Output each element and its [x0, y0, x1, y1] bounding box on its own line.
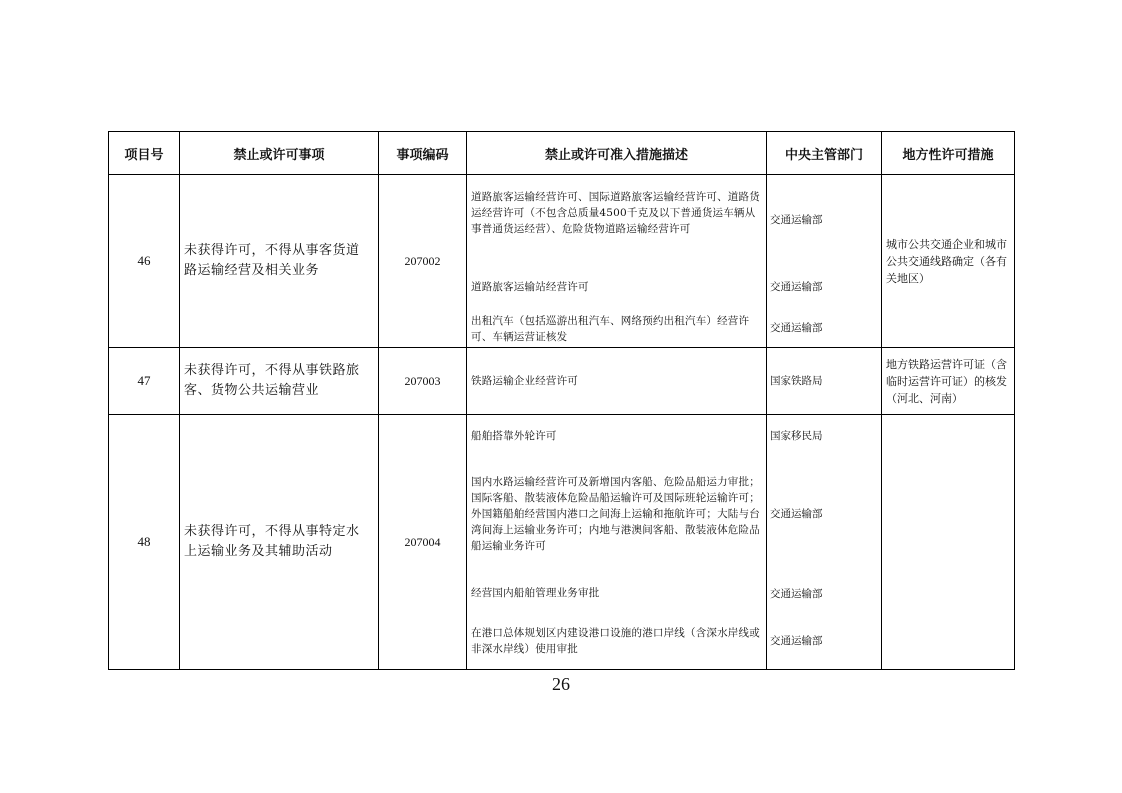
- header-central-department: 中央主管部门: [767, 132, 882, 175]
- row-measures: [467, 348, 767, 415]
- row-measures: [467, 175, 767, 348]
- header-local-measure: 地方性许可措施: [882, 132, 1015, 175]
- row-local-measure: [882, 415, 1015, 670]
- department: 交通运输部: [770, 635, 823, 647]
- department: 交通运输部: [770, 508, 823, 520]
- row-local-measure: 城市公共交通企业和城市公共交通线路确定（各有关地区）: [882, 175, 1015, 348]
- header-project-number: 项目号: [109, 132, 180, 175]
- measure-description: 经营国内船舶管理业务审批: [471, 587, 600, 599]
- table-row: [109, 415, 1015, 670]
- department: 国家移民局: [770, 430, 823, 442]
- department: 交通运输部: [770, 588, 823, 600]
- header-item: 禁止或许可事项: [180, 132, 379, 175]
- row-code: 207004: [379, 415, 467, 670]
- row-item: 未获得许可，不得从事铁路旅客、货物公共运输营业: [180, 348, 379, 415]
- measure-description: 出租汽车（包括巡游出租汽车、网络预约出租汽车）经营许可、车辆运营证核发: [471, 315, 750, 343]
- row-number: 46: [109, 175, 180, 348]
- department: 交通运输部: [770, 281, 823, 293]
- row-item: 未获得许可，不得从事客货道路运输经营及相关业务: [180, 175, 379, 348]
- page-number: 26: [552, 674, 570, 694]
- row-number: 48: [109, 415, 180, 670]
- measure-description: 船舶搭靠外轮许可: [471, 430, 557, 442]
- row-departments: [767, 348, 882, 415]
- header-code: 事项编码: [379, 132, 467, 175]
- measure-description: 国内水路运输经营许可及新增国内客船、危险品船运力审批；国际客船、散装液体危险品船运输许可及国际班轮运输许可；外国籍船舶经营国内港口之间海上运输和拖航许可；大陆与台湾间海上运输业务许可；内地与港澳间客船、散装液体危险品船运输业务许可: [471, 476, 760, 552]
- measure-description: 道路旅客运输站经营许可: [471, 281, 589, 293]
- row-measures: [467, 415, 767, 670]
- row-code: 207002: [379, 175, 467, 348]
- measure-description: 道路旅客运输经营许可、国际道路旅客运输经营许可、道路货运经营许可（不包含总质量4500千克及以下普通货运车辆从事普通货运经营）、危险货物道路运输经营许可: [471, 191, 760, 235]
- row-number: 47: [109, 348, 180, 415]
- row-item: 未获得许可，不得从事特定水上运输业务及其辅助活动: [180, 415, 379, 670]
- row-departments: [767, 415, 882, 670]
- measure-description: 铁路运输企业经营许可: [471, 375, 578, 387]
- header-measure-description: 禁止或许可准入措施描述: [467, 132, 767, 175]
- table-row: [109, 348, 1015, 415]
- row-departments: [767, 175, 882, 348]
- department: 国家铁路局: [770, 375, 823, 387]
- department: 交通运输部: [770, 322, 823, 334]
- row-local-measure: 地方铁路运营许可证（含临时运营许可证）的核发（河北、河南）: [882, 348, 1015, 415]
- department: 交通运输部: [770, 214, 823, 226]
- measure-description: 在港口总体规划区内建设港口设施的港口岸线（含深水岸线或非深水岸线）使用审批: [471, 627, 760, 655]
- table-row: [109, 175, 1015, 348]
- row-code: 207003: [379, 348, 467, 415]
- header-row: [109, 132, 1015, 175]
- permit-table: [108, 131, 1015, 670]
